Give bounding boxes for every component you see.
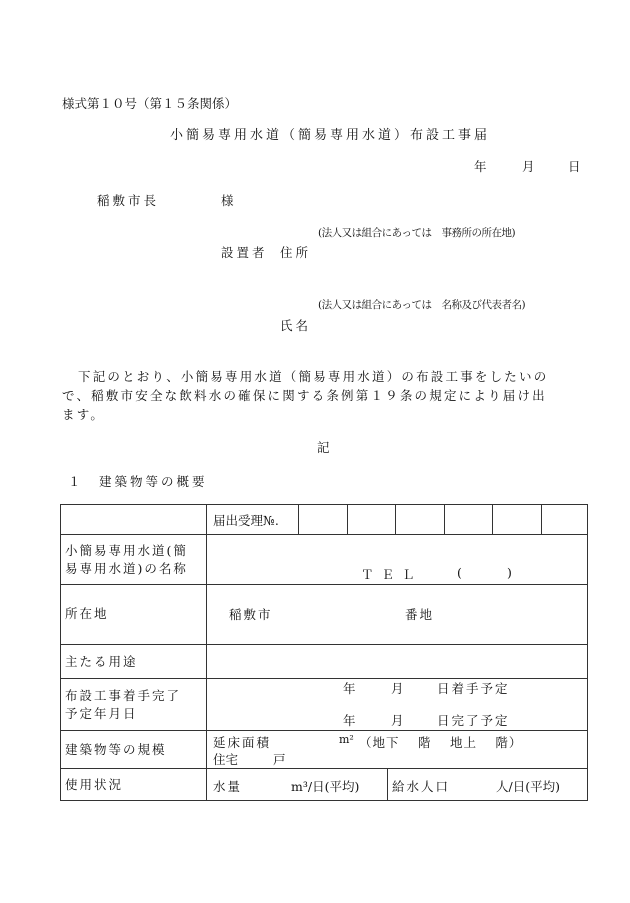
section-heading: １ 建築物等の概要 [68, 474, 208, 489]
receipt-row [61, 505, 588, 535]
form-title: 小簡易専用水道（簡易専用水道）布設工事届 [170, 128, 491, 143]
tel-paren-close: ) [507, 565, 512, 580]
ki-mark: 記 [317, 440, 330, 455]
address-label: 住所 [280, 245, 312, 260]
name-field[interactable] [207, 535, 588, 585]
body-line-3: ます。 [62, 407, 106, 422]
usage-field[interactable] [207, 645, 588, 679]
tel-label: ＴＥＬ [361, 567, 423, 582]
floor-count: （地下 階 地上 階） [359, 735, 523, 750]
tel-paren-open: ( [457, 565, 462, 580]
supply-pop-field[interactable] [388, 769, 588, 801]
supply-pop-unit: 人/日(平均) [496, 779, 560, 794]
addressee-mayor: 稲敷市長 [97, 193, 160, 208]
name-row [61, 535, 588, 585]
water-amount-field[interactable] [207, 769, 388, 801]
name-note: (法人又は組合にあっては 名称及び代表者名) [318, 299, 526, 311]
location-label: 所在地 [61, 585, 207, 645]
end-month: 月 [391, 713, 404, 728]
receipt-label: 届出受理№. [207, 505, 299, 534]
address-note: (法人又は組合にあっては 事務所の所在地) [318, 227, 516, 239]
receipt-box-6[interactable] [541, 505, 587, 534]
start-year: 年 [343, 681, 356, 696]
name-label-1: 小簡易専用水道(簡 [65, 542, 188, 558]
receipt-blank-cell [61, 505, 207, 535]
water-amount-label: 水量 [213, 779, 243, 794]
housing-unit: 戸 [273, 752, 286, 767]
schedule-label-2: 予定年月日 [65, 705, 138, 721]
overview-table [60, 504, 588, 801]
receipt-box-4[interactable] [444, 505, 493, 534]
date-year: 年 [474, 159, 487, 174]
receipt-box-5[interactable] [493, 505, 542, 534]
scale-field[interactable] [207, 731, 588, 769]
schedule-row [61, 679, 588, 731]
date-day: 日 [568, 159, 581, 174]
location-city: 稲敷市 [229, 607, 273, 622]
start-plan: 日着手予定 [437, 681, 510, 696]
housing-label: 住宅 [213, 752, 239, 767]
start-month: 月 [391, 681, 404, 696]
body-line-2: で、稲敷市安全な飲料水の確保に関する条例第１９条の規定により届け出 [62, 388, 547, 403]
scale-label: 建築物等の規模 [61, 731, 207, 769]
floor-area-label: 延床面積 [213, 735, 272, 750]
location-field[interactable] [207, 585, 588, 645]
floor-area-unit: m² [339, 733, 354, 746]
end-year: 年 [343, 713, 356, 728]
location-banchi: 番地 [405, 607, 435, 622]
receipt-box-3[interactable] [396, 505, 445, 534]
receipt-box-2[interactable] [347, 505, 396, 534]
location-row [61, 585, 588, 645]
schedule-field[interactable] [207, 679, 588, 731]
date-month: 月 [522, 159, 535, 174]
installer-label: 設置者 [221, 245, 268, 260]
receipt-box-1[interactable] [299, 505, 348, 534]
use-label: 使用状況 [61, 769, 207, 801]
end-plan: 日完了予定 [437, 713, 510, 728]
water-amount-unit: m³/日(平均) [291, 779, 360, 794]
name-label: 氏名 [280, 318, 312, 333]
use-row [61, 769, 588, 801]
usage-label: 主たる用途 [61, 645, 207, 679]
supply-pop-label: 給水人口 [392, 779, 451, 794]
name-label-2: 易専用水道)の名称 [65, 560, 188, 576]
usage-row [61, 645, 588, 679]
scale-row [61, 731, 588, 769]
schedule-label-1: 布設工事着手完了 [65, 687, 182, 703]
body-line-1: 下記のとおり、小簡易専用水道（簡易専用水道）の布設工事をしたいの [78, 369, 549, 384]
addressee-honorific: 様 [221, 193, 234, 208]
form-number: 様式第１０号（第１５条関係） [62, 96, 238, 111]
